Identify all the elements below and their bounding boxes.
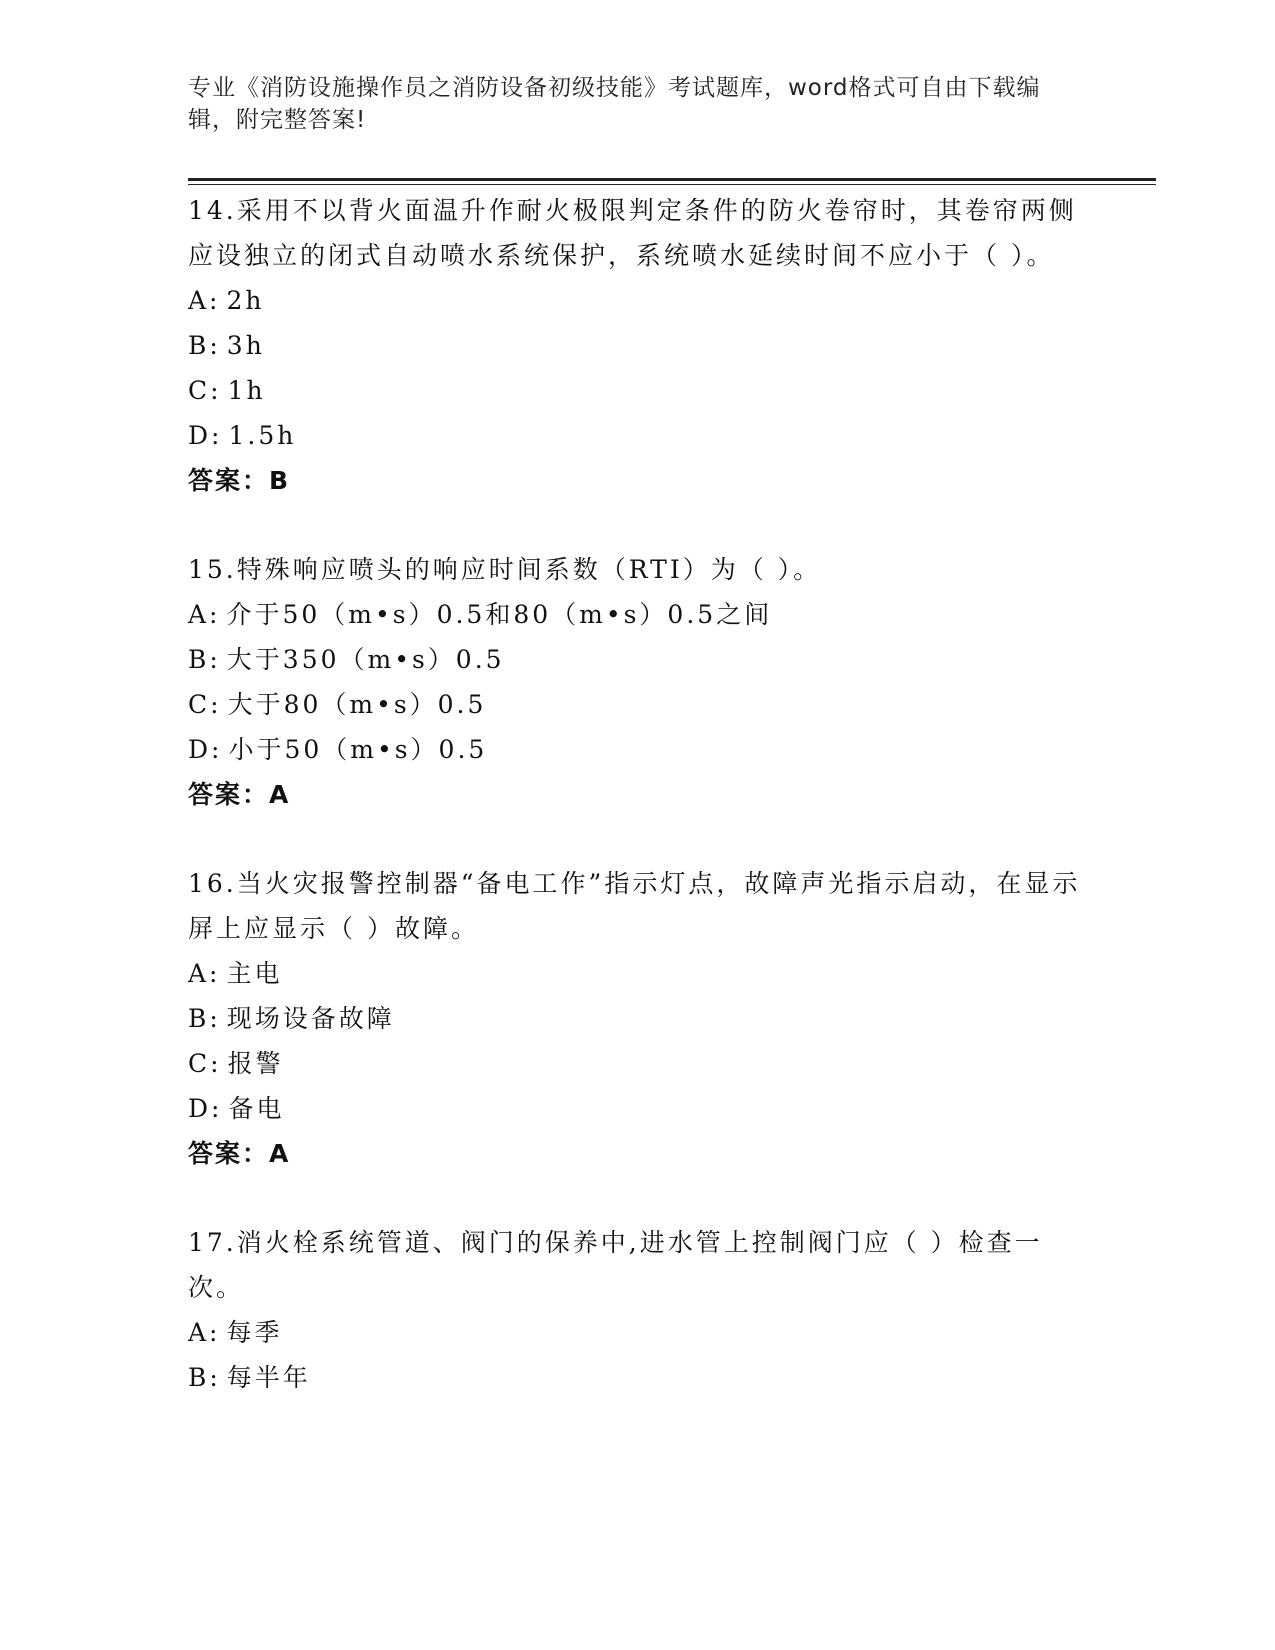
option-letter: B: (188, 1004, 221, 1033)
option-text: 2h (226, 286, 265, 315)
answer-line: 答案：A (188, 1139, 291, 1168)
option-d (188, 727, 1088, 772)
option-d (188, 413, 1088, 458)
option-letter: D: (188, 421, 223, 450)
option-text: 1h (227, 376, 266, 405)
option-c (188, 1041, 1088, 1086)
option-letter: A: (188, 959, 221, 988)
question-16 (188, 861, 1088, 1176)
option-letter: C: (188, 1049, 222, 1078)
option-letter: D: (188, 1094, 223, 1123)
option-b (188, 1355, 1088, 1400)
option-letter: C: (188, 376, 222, 405)
header-rule-thin (188, 184, 1156, 185)
question-text: 14.采用不以背火面温升作耐火极限判定条件的防火卷帘时，其卷帘两侧应设独立的闭式自动喷水系统保护，系统喷水延续时间不应小于（ ）。 (188, 196, 1077, 270)
question-15 (188, 547, 1088, 817)
option-a (188, 1310, 1088, 1355)
option-letter: B: (188, 1363, 221, 1392)
option-text: 大于80（m•s）0.5 (227, 690, 487, 719)
option-letter: A: (188, 600, 221, 629)
question-text: 15.特殊响应喷头的响应时间系数（RTI）为（ ）。 (188, 555, 822, 584)
question-list (188, 188, 1088, 1444)
document-header: 专业《消防设施操作员之消防设备初级技能》考试题库，word格式可自由下载编辑，附完整答案! (188, 75, 1041, 133)
option-a (188, 951, 1088, 996)
option-letter: A: (188, 286, 221, 315)
question-14 (188, 188, 1088, 503)
question-17 (188, 1220, 1088, 1400)
option-b (188, 996, 1088, 1041)
option-text: 现场设备故障 (226, 1004, 395, 1033)
option-text: 1.5h (228, 421, 297, 450)
option-c (188, 368, 1088, 413)
option-d (188, 1086, 1088, 1131)
option-letter: D: (188, 735, 223, 764)
option-b (188, 637, 1088, 682)
question-text: 16.当火灾报警控制器“备电工作”指示灯点，故障声光指示启动，在显示屏上应显示（ ）故障。 (188, 869, 1081, 943)
option-letter: B: (188, 331, 221, 360)
option-text: 大于350（m•s）0.5 (226, 645, 505, 674)
option-text: 报警 (227, 1049, 284, 1078)
question-text: 17.消火栓系统管道、阀门的保养中,进水管上控制阀门应（ ）检查一次。 (188, 1228, 1043, 1302)
header-rule-thick (188, 178, 1156, 181)
option-text: 备电 (228, 1094, 285, 1123)
option-text: 小于50（m•s）0.5 (228, 735, 488, 764)
option-text: 每季 (226, 1318, 283, 1347)
answer-line: 答案：B (188, 466, 291, 495)
option-b (188, 323, 1088, 368)
option-c (188, 682, 1088, 727)
option-text: 每半年 (226, 1363, 311, 1392)
option-text: 3h (226, 331, 265, 360)
option-text: 介于50（m•s）0.5和80（m•s）0.5之间 (226, 600, 773, 629)
option-text: 主电 (226, 959, 283, 988)
option-a (188, 592, 1088, 637)
option-letter: C: (188, 690, 222, 719)
option-a (188, 278, 1088, 323)
option-letter: A: (188, 1318, 221, 1347)
option-letter: B: (188, 645, 221, 674)
answer-line: 答案：A (188, 780, 291, 809)
